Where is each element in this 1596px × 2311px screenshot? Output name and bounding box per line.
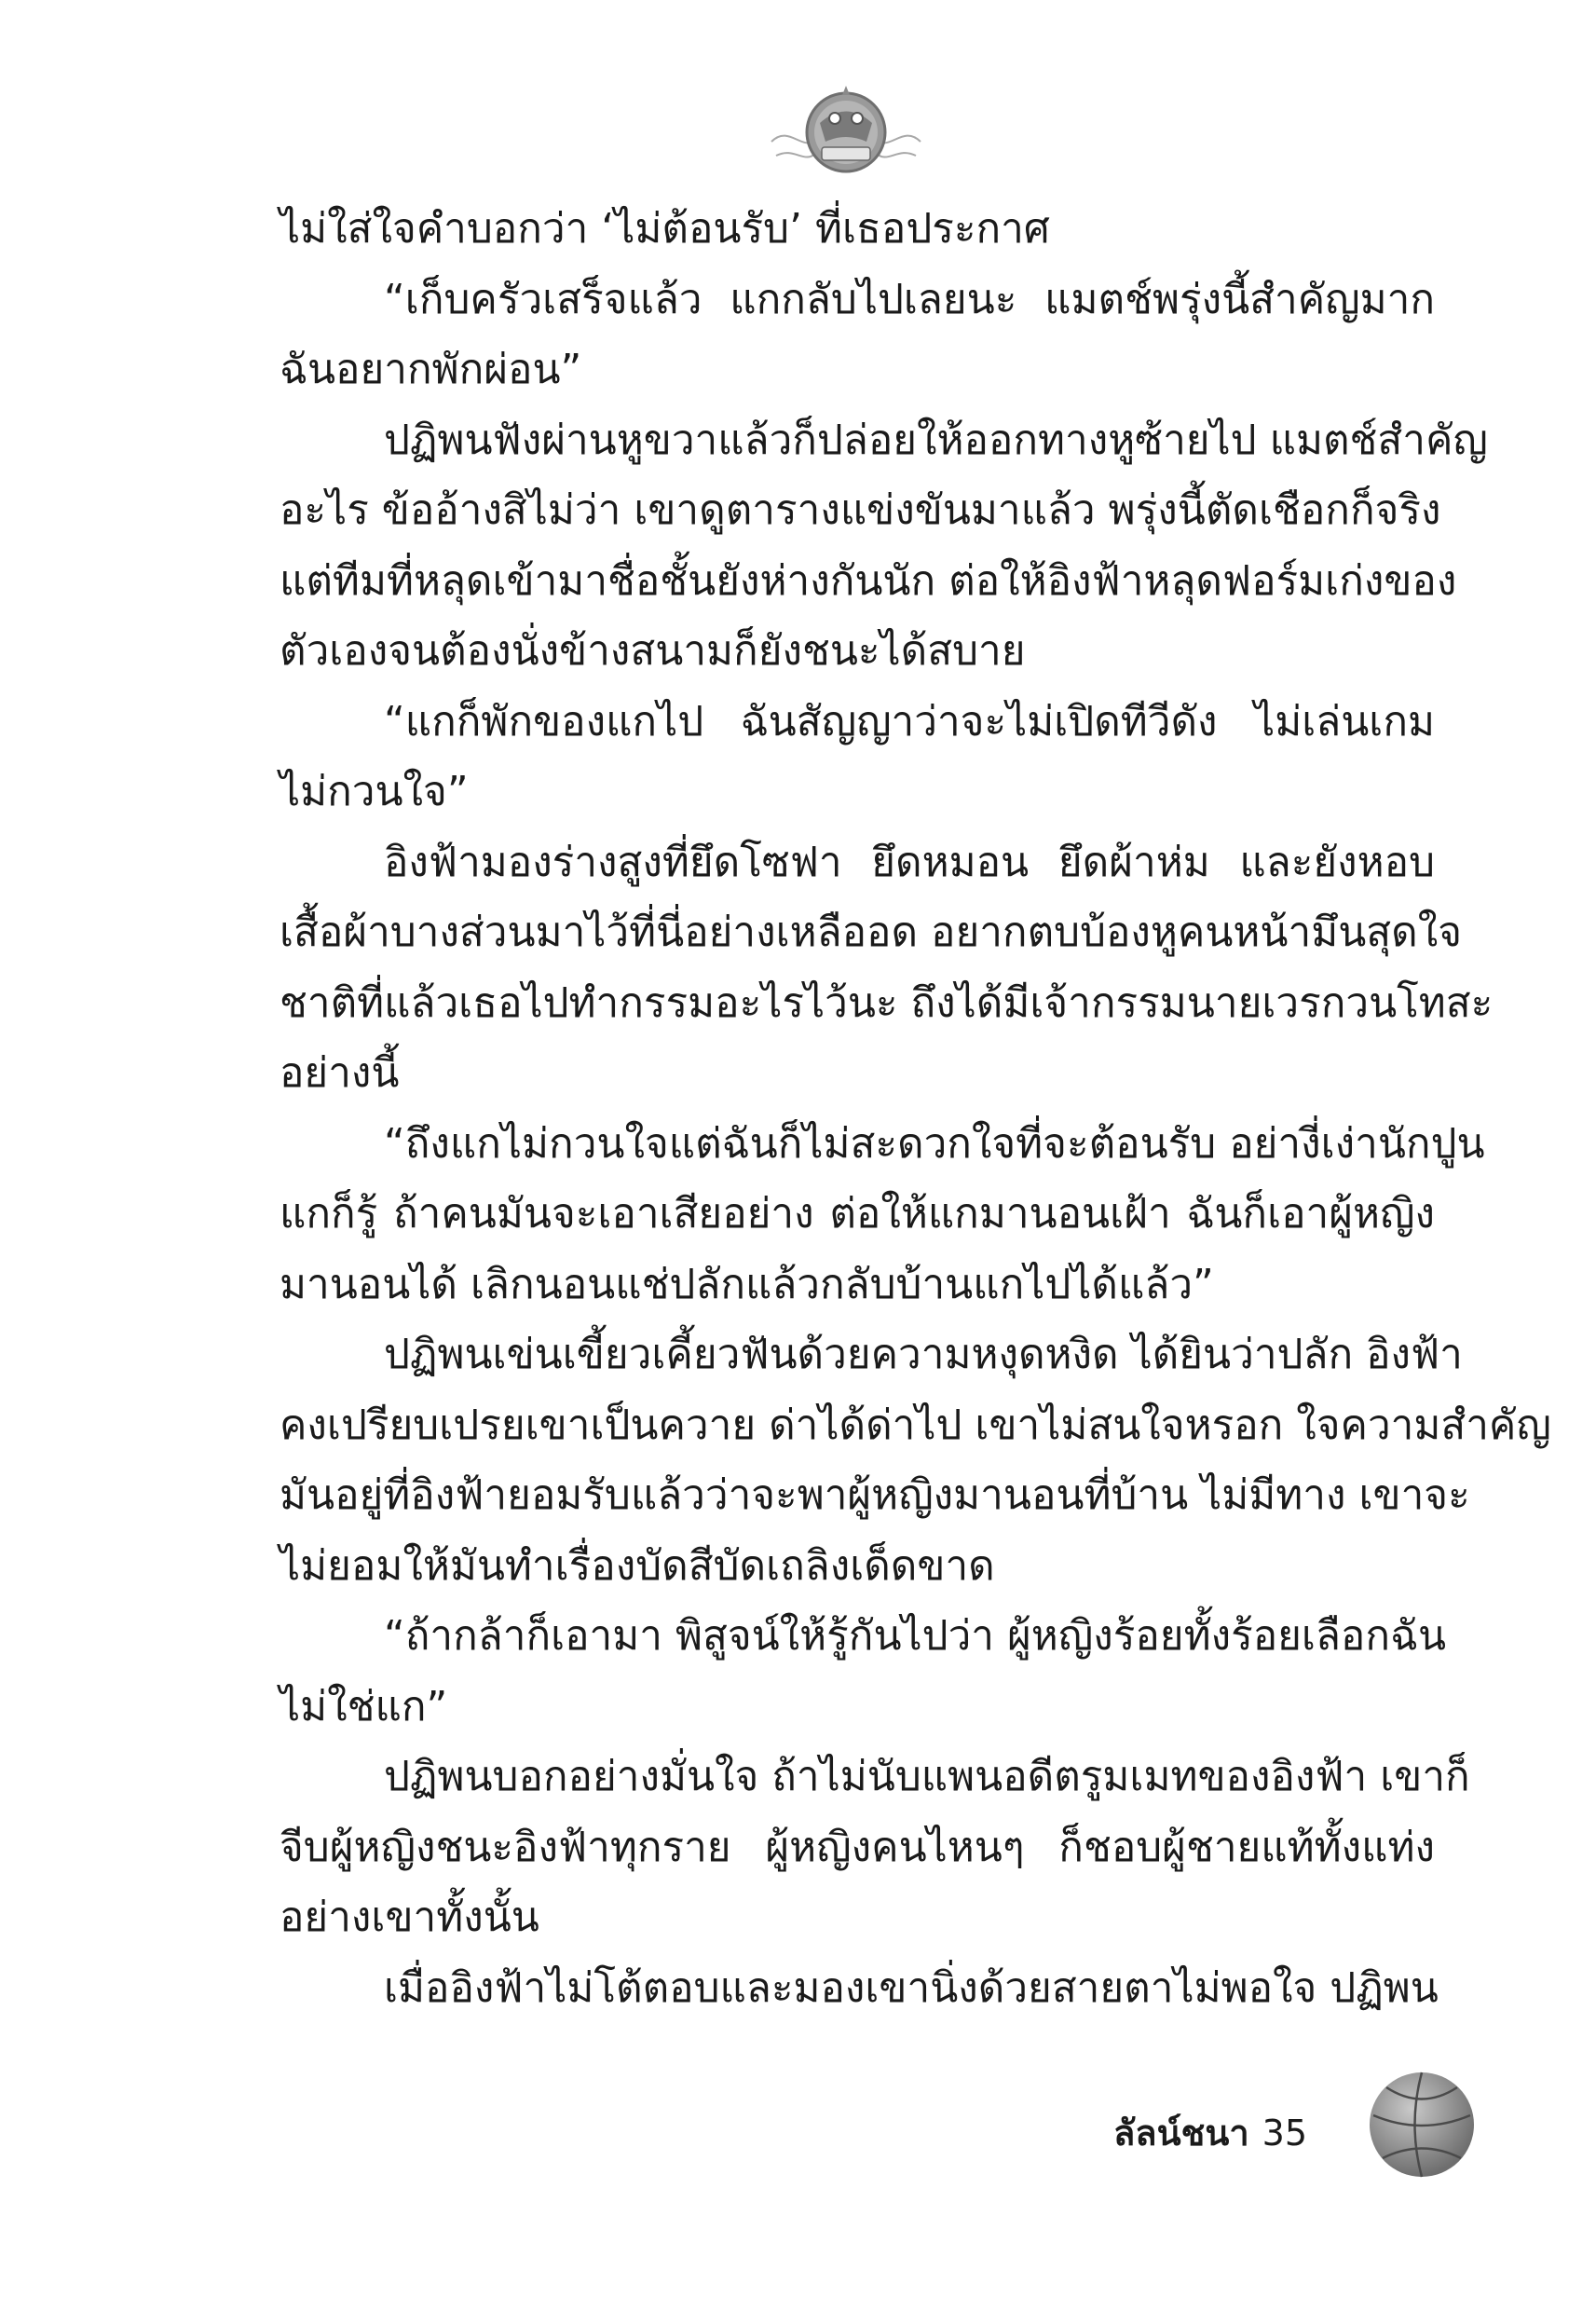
paragraph-line: “ถ้ากล้าก็เอามา พิสูจน์ให้รู้กันไปว่า ผู้หญิงร้อยทั้งร้อยเลือกฉัน (384, 1612, 1447, 1660)
paragraph-line: ไม่ยอมให้มันทำเรื่องบัดสีบัดเถลิงเด็ดขาด (280, 1541, 995, 1590)
paragraph-line: “เก็บครัวเสร็จแล้ว แกกลับไปเลยนะ แมตช์พรุ่งนี้สำคัญมาก (384, 275, 1435, 323)
paragraph-line: อย่างนี้ (280, 1049, 400, 1097)
paragraph-line: อะไร ข้ออ้างสิไม่ว่า เขาดูตารางแข่งขันมาแล้ว พรุ่งนี้ตัดเชือกก็จริง (280, 486, 1441, 534)
paragraph-line: “ถึงแกไม่กวนใจแต่ฉันก็ไม่สะดวกใจที่จะต้อนรับ อย่างี่เง่านักปูน (384, 1119, 1485, 1168)
paragraph-line: แกก็รู้ ถ้าคนมันจะเอาเสียอย่าง ต่อให้แกมานอนเฝ้า ฉันก็เอาผู้หญิง (280, 1190, 1435, 1238)
paragraph-line: ปฏิพนบอกอย่างมั่นใจ ถ้าไม่นับแพนอดีตรูมเมทของอิงฟ้า เขาก็ (384, 1753, 1470, 1800)
paragraph-line: ไม่ใช่แก” (280, 1682, 448, 1730)
paragraph-line: มันอยู่ที่อิงฟ้ายอมรับแล้วว่าจะพาผู้หญิงมานอนที่บ้าน ไม่มีทาง เขาจะ (280, 1471, 1470, 1519)
paragraph-line: ชาติที่แล้วเธอไปทำกรรมอะไรไว้นะ ถึงได้มีเจ้ากรรมนายเวรกวนโทสะ (280, 978, 1494, 1027)
paragraph-line: ไม่ใส่ใจคำบอกว่า ‘ไม่ต้อนรับ’ ที่เธอประกาศ (280, 205, 1050, 253)
paragraph-line: ปฏิพนเข่นเขี้ยวเคี้ยวฟันด้วยความหงุดหงิด ได้ยินว่าปลัก อิงฟ้า (384, 1331, 1463, 1378)
paragraph-line: จีบผู้หญิงชนะอิงฟ้าทุกราย ผู้หญิงคนไหนๆ ก็ชอบผู้ชายแท้ทั้งแท่ง (280, 1823, 1435, 1871)
paragraph-line: ไม่กวนใจ” (280, 768, 469, 815)
paragraph-line: เมื่ออิงฟ้าไม่โต้ตอบและมองเขานิ่งด้วยสายตาไม่พอใจ ปฏิพน (384, 1963, 1439, 2012)
paragraph-line: อิงฟ้ามองร่างสูงที่ยึดโซฟา ยึดหมอน ยึดผ้าห่ม และยังหอบ (384, 838, 1435, 886)
ornament-emblem-icon (753, 67, 939, 188)
body-text (280, 194, 1551, 2023)
paragraph-line: ปฏิพนฟังผ่านหูขวาแล้วก็ปล่อยให้ออกทางหูซ้ายไป แมตช์สำคัญ (384, 416, 1488, 464)
paragraph-line: เสื้อผ้าบางส่วนมาไว้ที่นี่อย่างเหลืออด อยากตบบ้องหูคนหน้ามึนสุดใจ (280, 909, 1462, 956)
book-title: ลัลน์ชนา (1113, 2113, 1249, 2154)
page-footer (1113, 2104, 1307, 2161)
paragraph-line: ฉันอยากพักผ่อน” (280, 346, 582, 393)
paragraph-line: ตัวเองจนต้องนั่งข้างสนามก็ยังชนะได้สบาย (280, 627, 1026, 675)
paragraph-line: คงเปรียบเปรยเขาเป็นควาย ด่าได้ด่าไป เขาไม่สนใจหรอก ใจความสำคัญ (280, 1401, 1551, 1449)
paragraph-line: อย่างเขาทั้งนั้น (280, 1894, 539, 1941)
paragraph-line: แต่ทีมที่หลุดเข้ามาชื่อชั้นยังห่างกันนัก ต่อให้อิงฟ้าหลุดฟอร์มเก่งของ (280, 556, 1457, 605)
basketball-icon (1366, 2069, 1478, 2181)
page-number: 35 (1262, 2113, 1308, 2154)
paragraph-line: “แกก็พักของแกไป ฉันสัญญาว่าจะไม่เปิดทีวีดัง ไม่เล่นเกม (384, 697, 1435, 745)
paragraph-line: มานอนได้ เลิกนอนแช่ปลักแล้วกลับบ้านแกไปได้แล้ว” (280, 1260, 1214, 1308)
